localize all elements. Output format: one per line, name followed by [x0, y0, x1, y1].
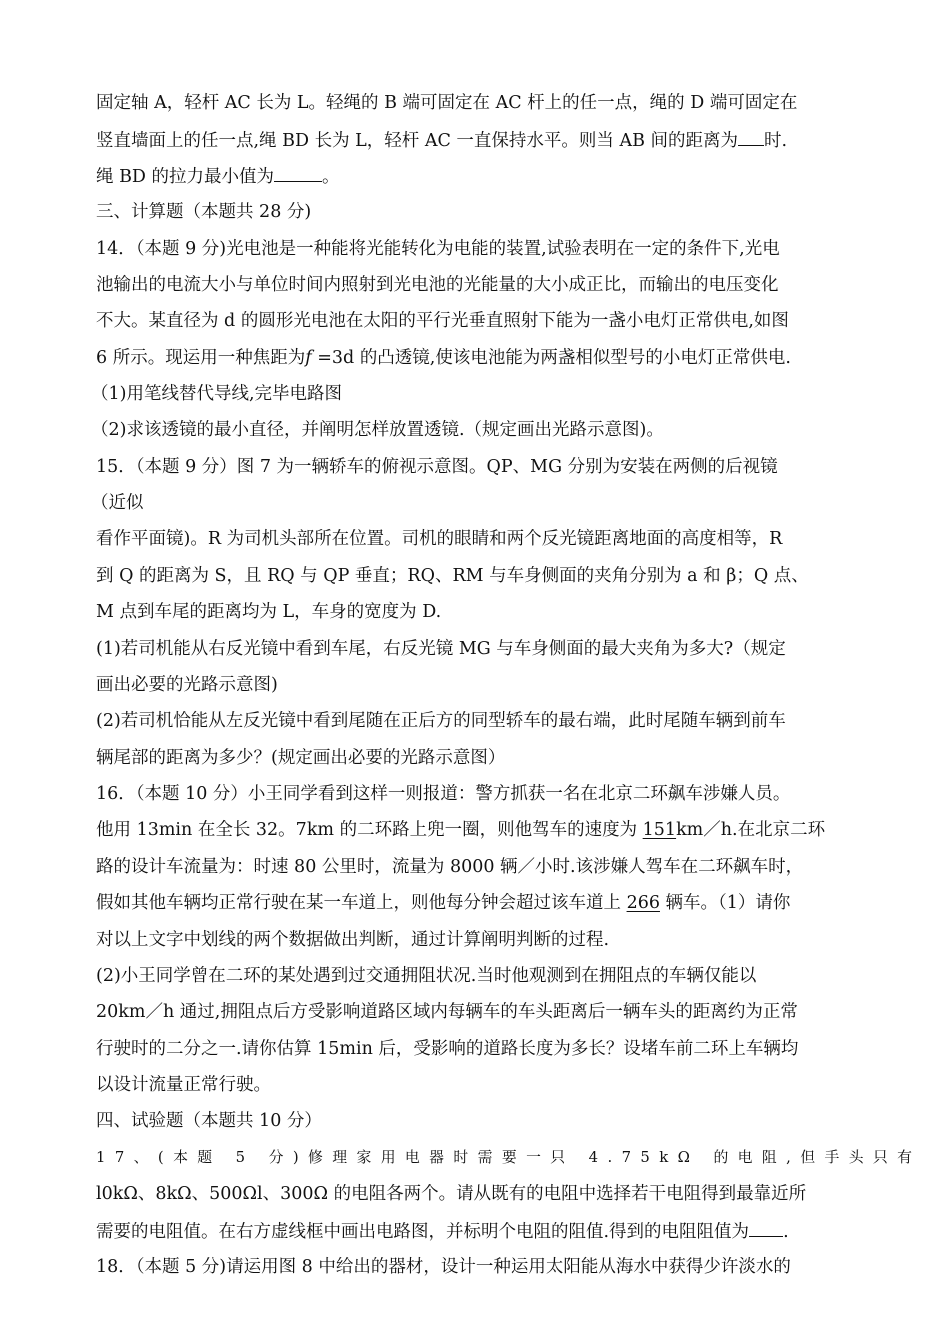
q15-line-1: 15．（本题 9 分）图 7 为一辆轿车的俯视示意图。QP、MG 分别为安装在两侧的后视镜: [96, 457, 778, 477]
q13-line-3-text: 绳 BD 的拉力最小值为: [96, 167, 275, 187]
q15-part-1-line-1: (1)若司机能从右反光镜中看到车尾，右反光镜 MG 与车身侧面的最大夹角为多大?（规定: [96, 639, 786, 659]
q13-line-2-text: 竖直墙面上的任一点,绳 BD 长为 L，轻杆 AC 一直保持水平。则当 AB 间的距离为: [96, 131, 739, 151]
q15-line-5: M 点到车尾的距离均为 L，车身的宽度为 D.: [96, 602, 442, 622]
q14-line-4: [96, 346, 866, 370]
q16-line-1: 16．（本题 10 分）小王同学看到这样一则报道：警方抓获一名在北京二环飙车涉嫌人员。: [96, 784, 791, 804]
q16-line-4: [96, 891, 866, 915]
q14-line-3: 不大。某直径为 d 的圆形光电池在太阳的平行光垂直照射下能为一盏小电灯正常供电,如图: [96, 311, 789, 331]
q17-line-2: l0kΩ、8kΩ、500Ωl、300Ω 的电阻各两个。请从既有的电阻中选择若干电阻得到最靠近所: [96, 1184, 807, 1204]
focal-length-symbol: f: [305, 348, 312, 368]
q16-line-3: 路的设计车流量为：时速 80 公里时，流量为 8000 辆／小时.该涉嫌人驾车在二环飙车时，: [96, 857, 804, 877]
q14-line-4-end: =3d 的凸透镜,使该电池能为两盏相似型号的小电灯正常供电.: [311, 348, 791, 368]
answer-blank-ab-distance[interactable]: [738, 128, 764, 146]
underlined-car-count: 266: [626, 893, 660, 913]
q15-line-2: （近似: [91, 493, 144, 513]
underlined-speed-value: 151: [642, 820, 677, 840]
q17-line-3-text: 需要的电阻值。在右方虚线框中画出电路图，并标明个电阻的阻值.得到的电阻阻值为: [96, 1222, 750, 1242]
q13-line-3-end: 。: [322, 167, 340, 187]
q15-part-2-line-1: (2)若司机恰能从左反光镜中看到尾随在正后方的同型轿车的最右端，此时尾随车辆到前车: [96, 711, 786, 731]
q16-line-4-text: 假如其他车辆均正常行驶在某一车道上，则他每分钟会超过该车道上: [96, 893, 627, 913]
q18-line-1: 18．（本题 5 分)请运用图 8 中给出的器材，设计一种运用太阳能从海水中获得少许淡水的: [96, 1257, 791, 1277]
q17-line-3-end: .: [783, 1222, 789, 1242]
q16-line-2-end: km／h.在北京二环: [676, 820, 826, 840]
q14-part-1: （1)用笔线替代导线,完毕电路图: [91, 384, 343, 404]
answer-blank-resistance[interactable]: [749, 1219, 783, 1237]
q16-line-5: 对以上文字中划线的两个数据做出判断，通过计算阐明判断的过程.: [96, 930, 610, 950]
q15-part-1-line-2: 画出必要的光路示意图): [96, 675, 278, 695]
answer-blank-min-tension[interactable]: [274, 164, 322, 182]
q17-line-1: 17、(本题 5 分)修理家用电器时需要一只 4.75kΩ 的电阻,但手头只有: [96, 1149, 922, 1166]
q13-line-3: [96, 164, 866, 189]
section-4-title: 四、试验题（本题共 10 分）: [96, 1111, 322, 1131]
q16-part-2-line-1: (2)小王同学曾在二环的某处遇到过交通拥阻状况.当时他观测到在拥阻点的车辆仅能以: [96, 966, 757, 986]
q14-line-4-text: 6 所示。现运用一种焦距为: [96, 348, 306, 368]
section-3-title: 三、计算题（本题共 28 分): [96, 202, 312, 222]
q15-line-3: 看作平面镜)。R 为司机头部所在位置。司机的眼睛和两个反光镜距离地面的高度相等，R: [96, 529, 783, 549]
q16-line-2: [96, 818, 866, 842]
q14-line-2: 池输出的电流大小与单位时间内照射到光电池的光能量的大小成正比，而输出的电压变化: [96, 275, 779, 295]
q16-part-2-line-4: 以设计流量正常行驶。: [96, 1075, 271, 1095]
q16-part-2-line-3: 行驶时的二分之一.请你估算 15min 后，受影响的道路长度为多长？设堵车前二环上车辆均: [96, 1039, 799, 1059]
q17-line-3: [96, 1219, 866, 1244]
q16-line-4-end: 辆车。（1）请你: [659, 893, 791, 913]
q16-line-2-text: 他用 13min 在全长 32。7km 的二环路上兜一圈，则他驾车的速度为: [96, 820, 643, 840]
q13-line-2: [96, 128, 866, 153]
q13-line-1: 固定轴 A，轻杆 AC 长为 L。轻绳的 B 端可固定在 AC 杆上的任一点，绳的 D 端可固定在: [96, 93, 798, 113]
q15-line-4: 到 Q 的距离为 S，且 RQ 与 QP 垂直；RQ、RM 与车身侧面的夹角分别为 a 和 β；Q 点、: [96, 566, 809, 586]
q16-part-2-line-2: 20km／h 通过,拥阻点后方受影响道路区域内每辆车的车头距离后一辆车头的距离约为正常: [96, 1002, 798, 1022]
q15-part-2-line-2: 辆尾部的距离为多少？(规定画出必要的光路示意图）: [96, 748, 506, 768]
q14-part-2: （2)求该透镜的最小直径，并阐明怎样放置透镜.（规定画出光路示意图)。: [91, 420, 664, 440]
q14-line-1: 14．（本题 9 分)光电池是一种能将光能转化为电能的装置,试验表明在一定的条件下,光电: [96, 239, 780, 259]
q13-line-2-end: 时.: [764, 131, 788, 151]
